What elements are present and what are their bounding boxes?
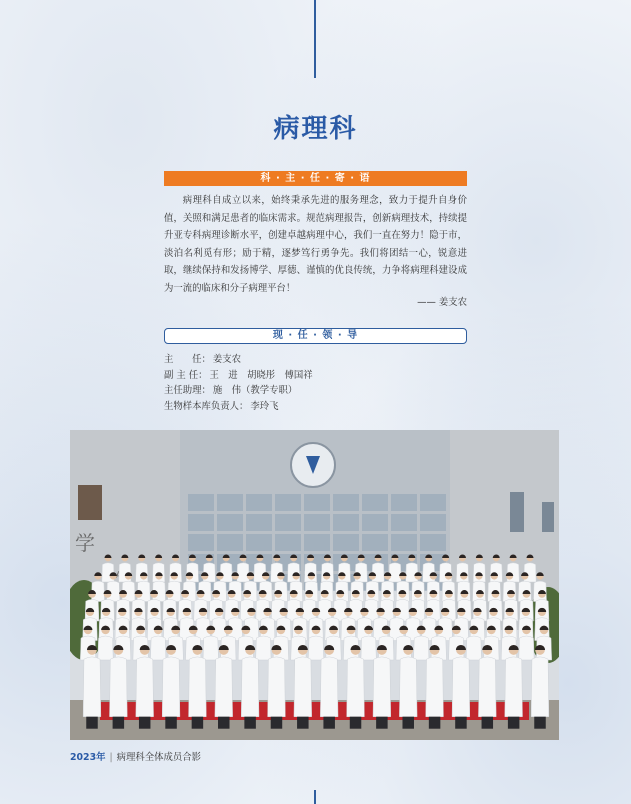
page-title: 病理科 bbox=[273, 114, 358, 144]
director-signature: —— 姜支农 bbox=[417, 297, 467, 308]
role-names: 施 伟（教学专职） bbox=[212, 385, 298, 396]
group-photo-illustration bbox=[70, 430, 559, 740]
top-divider-line bbox=[314, 0, 316, 78]
role-label: 生物样本库负责人： bbox=[164, 400, 249, 412]
leadership-row-deputy bbox=[164, 368, 467, 384]
director-message-body: 病理科自成立以来，始终秉承先进的服务理念，致力于提升自身价值，关照和满足患者的临床需求。规范病理报告，创新病理技术，持续提升亚专科病理诊断水平，创建卓越病理中心，我们一直在努力！隐于市，淡泊名利觅有形；励于精，逐梦笃行勇争先。我们将团结一心，锐意进取，继续保持和发扬博学、厚德、谨慎的优良传统，力争将病理科建设成为一流的临床和分子病理平台！ bbox=[164, 195, 467, 294]
caption-text: 病理科全体成员合影 bbox=[116, 752, 202, 763]
svg-text:学: 学 bbox=[75, 531, 95, 555]
role-names: 王 进 胡晓彤 傅国祥 bbox=[209, 369, 313, 381]
role-names: 李玲飞 bbox=[250, 400, 279, 412]
role-label: 主任助理： bbox=[164, 385, 211, 396]
leadership-heading: 现 · 任 · 领 · 导 bbox=[164, 328, 467, 344]
caption-separator: | bbox=[109, 752, 113, 763]
leadership-row-assistant bbox=[164, 383, 467, 399]
role-names: 姜支农 bbox=[212, 354, 242, 365]
director-message-heading: 科 · 主 · 任 · 寄 · 语 bbox=[164, 171, 467, 186]
leadership-list bbox=[164, 352, 467, 414]
leadership-row-director bbox=[164, 352, 467, 368]
caption-year: 2023年 bbox=[70, 752, 106, 763]
bottom-divider-line bbox=[314, 790, 316, 804]
group-photo bbox=[70, 430, 559, 740]
photo-caption bbox=[70, 749, 201, 763]
leadership-row-biobank bbox=[164, 399, 467, 415]
role-label: 主 任： bbox=[164, 354, 211, 365]
role-label: 副 主 任： bbox=[164, 369, 208, 381]
